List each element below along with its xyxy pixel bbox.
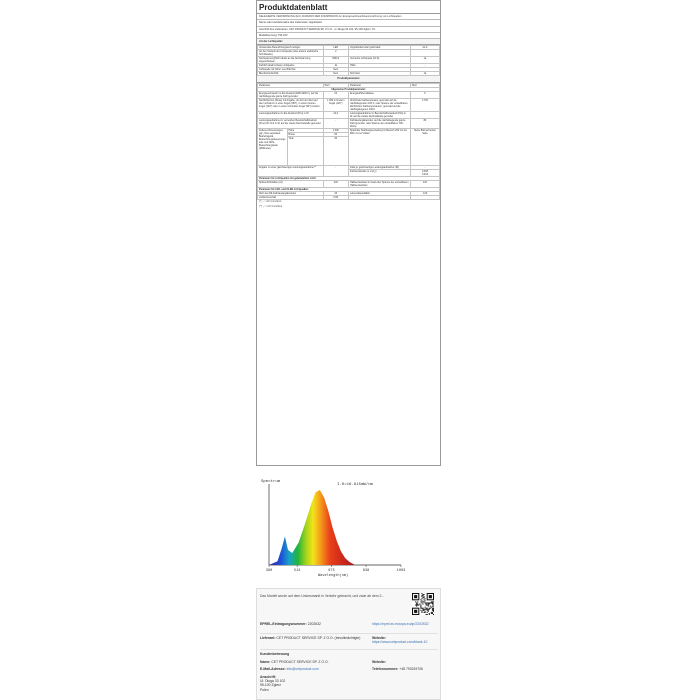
led-value-3: 0,96	[323, 195, 348, 199]
type-value: -	[410, 64, 439, 68]
directional-heading: Parameter für Lichtquellen mit gebündeltem Licht:	[258, 176, 440, 180]
note-2: (**) „-“: nicht zutreffend	[259, 205, 283, 208]
website-link[interactable]: https://www.cetproduct.com/blank-10	[372, 640, 428, 645]
led-value-1: 33	[323, 191, 348, 195]
param-value: 24,0	[323, 111, 348, 118]
param-row	[258, 91, 440, 98]
type-row	[258, 72, 440, 76]
x-tick-label: 838	[362, 569, 370, 573]
led-value-2: 1,00	[410, 191, 439, 195]
params-table	[257, 83, 440, 200]
address-line-2: 95-100 Zgierz	[260, 683, 281, 688]
params-heading: Produktparameter	[257, 76, 440, 82]
supplier-name: Name oder Handelsmarke des Lieferanten: Epplebasic	[257, 20, 440, 26]
type-label: Art des Sockels der Lichtquelle (oder andere elektrische Schnittstelle)	[258, 50, 324, 57]
param-label: Leistungsaufnahme im Ein-Zustand (Pon) in W	[258, 111, 324, 118]
type-value: Ja	[323, 64, 348, 68]
light-type-table	[257, 45, 440, 76]
param-value: -	[323, 118, 348, 128]
chart-xlabel: Wavelength(nm)	[318, 574, 349, 578]
x-tick-label: 380	[265, 569, 273, 573]
dim-width-label: Breite	[287, 132, 322, 136]
footer-panel	[256, 588, 441, 700]
type-value: 2	[323, 50, 348, 57]
param-label: Leistungsaufnahme im vernetzten Bereitschaftsbetrieb (Pnet) für CLS in W, auf die zweite Dezimalstelle gerundet	[258, 118, 324, 128]
equiv-value: -	[323, 165, 348, 176]
product-data-sheet	[256, 0, 441, 466]
type-value: Nein	[323, 72, 348, 76]
supplier-value: CET PRODUCT SERVICE SP. Z O.O. (bevollmächtigte)	[276, 636, 361, 640]
param-label: Farbwiedergabeindex, auf die nächstliegende ganze Zahl gerundet, oder Spanne der einstellbaren CRI-Werte	[348, 118, 410, 128]
param-label: Nutzlichtstrom (Φuse) mit Angabe, ob sich der Wert auf den Lichtstrom in einer Kugel (360°), in einem breiten Kegel (120°) oder in einem schmalen Kegel (90°) bezieht	[258, 98, 324, 111]
coord-x: 0,468	[421, 169, 428, 173]
type-label: Vernetzte Lichtquelle (CLS):	[348, 57, 410, 64]
chrom-value: -	[410, 165, 439, 169]
chart-title: I.0=16.915mW/nm	[337, 483, 374, 487]
dir-label-2: Halbwertswinkel in Grad oder Spanne der einstellbaren Halbwertswinkel	[349, 180, 409, 187]
param-value: F	[410, 91, 439, 98]
type-label	[348, 50, 410, 57]
type-value: LED	[323, 46, 348, 50]
chrom-label: Falls ja, gleichwertige Leistungsaufnahme (W)	[348, 165, 410, 169]
param-label: Ähnlichste Farbtemperatur, gerundet auf die nächstliegenden 100 K, oder Spanne der einstellbaren ähnlichsten Farbtemperaturen, gerundet auf die nächstgelegenen 100 K	[348, 98, 410, 111]
website-label: Website:	[372, 636, 387, 640]
address-line-3: Polen	[260, 687, 269, 692]
spd-value: Siehe Bild auf letzter Seite	[410, 128, 439, 165]
led-label-2: Lebensdauerfaktor	[348, 191, 410, 195]
type-label: Hülle:	[348, 64, 410, 68]
type-value: Ja	[410, 72, 439, 76]
supplier-label: Lieferant:	[260, 636, 276, 640]
type-row	[258, 50, 440, 57]
chart-ylabel: Spectrum	[261, 480, 281, 484]
param-row	[258, 111, 440, 118]
led-heading: Parameter für LED- und OLED-Lichtquellen:	[258, 187, 440, 191]
x-ticks	[266, 565, 406, 573]
eprel-value: 2202632	[307, 622, 321, 626]
qr-code-icon[interactable]	[412, 593, 434, 615]
type-label: Blendschutzschild:	[258, 72, 324, 76]
dim-height-label: Höhe	[287, 129, 322, 133]
type-label: Dimmbar:	[348, 72, 410, 76]
led-label-3: Lichtstromerhalt	[258, 195, 324, 199]
email-label: E-Mail-Adresse:	[260, 667, 286, 671]
param-label: Leistungsaufnahme im Bereitschaftszustand (Psb) in W, auf die zweite Dezimalstelle gerundet	[348, 111, 410, 118]
type-value: Ja	[410, 57, 439, 64]
general-heading: Allgemeine Produktparameter:	[258, 87, 440, 91]
param-value: 1 680 in breitem Kegel (120°)	[323, 98, 348, 111]
phone-label: Telefonnummer:	[372, 667, 399, 671]
coord-y: 0,418	[421, 172, 428, 176]
col-value-2: Wert	[410, 83, 439, 87]
footer-intro: Das Modell wurde auf dem Unionsmarkt in Verkehr gebracht, und zwar ab dem 2...	[260, 594, 385, 598]
type-row	[258, 57, 440, 64]
param-row	[258, 118, 440, 128]
x-tick-label: 675	[328, 569, 335, 573]
dimensions-label: Äußere Abmessungen, ggf. ohne separates Betriebsgerät, Beleuchtungssteuerungsteile und Nicht-Beleuchtungsteile (Millimeter)	[258, 129, 287, 165]
note-1: (*) „-“: nicht zutreffend	[259, 200, 282, 203]
type-value: GLS	[410, 46, 439, 50]
dir-value-2: 120	[410, 180, 439, 187]
website2-label: Website:	[372, 660, 387, 664]
model-identifier: Modellkennung: TRI-24V	[257, 33, 440, 39]
dir-value-1: 243	[323, 180, 348, 187]
param-value: 80	[410, 118, 439, 128]
type-label: Netzspannung/Nicht direkt an die Netzspannung angeschlossen:	[258, 57, 324, 64]
dim-height-value: 1 000	[324, 129, 348, 133]
address-line-1: Ul. Dluga 33 102	[260, 679, 286, 684]
param-label: Energieverbrauch im Ein-Zustand (kWh/1000 h), auf die nächstliegende ganze Zahl gerundet	[258, 91, 324, 98]
service-label: Kundenbetreuung	[260, 652, 290, 656]
address-label: Anschrift:	[260, 675, 277, 679]
phone-value: +48 793319706	[399, 667, 423, 671]
dimensions-table	[258, 129, 323, 165]
supplier-address: Anschrift des Lieferanten: CET PRODUCT SERVICE SP. Z O.O., ul. Dluga 33 102, 95-100 Zgierz, PL	[257, 27, 440, 33]
dir-label-1: Spitzenlichtstärke (cd)	[258, 180, 324, 187]
x-tick-label: 1003	[396, 569, 406, 573]
param-value: 2 700	[410, 98, 439, 111]
param-value: -	[410, 111, 439, 118]
col-value-1: Wert	[323, 83, 348, 87]
sheet-title: Produktdatenblatt	[257, 1, 440, 14]
coord-label: Farbwertanteile (x und y)	[348, 169, 410, 176]
eprel-link[interactable]: https://eprel.ec.europa.eu/qr/2202632	[372, 622, 429, 626]
type-value: NMLS	[323, 57, 348, 64]
param-label: Energieeffizienzklasse	[348, 91, 410, 98]
dim-depth-value: 30	[334, 136, 338, 140]
dim-depth-label: Tiefe	[288, 136, 294, 140]
spectrum-chart	[253, 476, 406, 578]
col-param-2: Parameter	[348, 83, 410, 87]
col-param-1: Parameter	[258, 83, 324, 87]
spectrum-area	[269, 490, 354, 565]
param-row	[258, 98, 440, 111]
param-value: 24	[323, 91, 348, 98]
type-label: Farblich abstimmbare Lichtquelle:	[258, 64, 324, 68]
eprel-label: EPREL-Eintragungsnummer:	[260, 622, 307, 626]
type-value: Nein	[323, 68, 348, 72]
dim-width-value: 60	[324, 133, 348, 137]
email-link[interactable]: info@cetproduct.com	[286, 667, 319, 671]
name-value: CET PRODUCT SERVICE SP. Z O.O.	[271, 660, 329, 664]
led-label-1: Wert des R9-Farbwiedergabeindex	[258, 191, 324, 195]
light-type-heading: Art der Lichtquelle:	[257, 39, 440, 45]
type-label: Verwendete Beleuchtungstech-nologie:	[258, 46, 324, 50]
type-label: Lichtquelle mit hoher Leuchtdichte:	[258, 68, 324, 72]
equiv-label: Angabe zu einer gleichwertigen Leistungsaufnahme**	[258, 165, 324, 176]
type-label: Ungebündelt oder gebündelt:	[348, 46, 410, 50]
spd-label: Spektrale Strahlungsverteilung im Bereich 250 nm bis 800 nm bei Vollast	[348, 128, 410, 165]
type-value	[410, 50, 439, 57]
x-tick-label: 513	[293, 569, 301, 573]
name-label: Name:	[260, 660, 271, 664]
regulation-text: DELEGIERTE VERORDNUNG (EU) 2019/2015 DER KOMMISSION zur Energieverbrauchskennzeichnung von Lichtquellen	[257, 14, 440, 20]
